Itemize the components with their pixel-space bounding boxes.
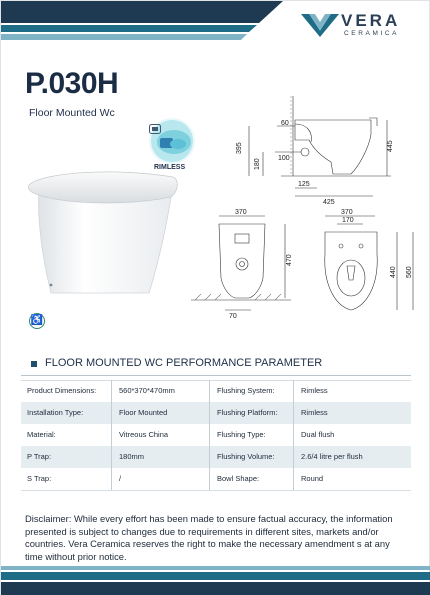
param-value: 180mm [119,452,145,461]
param-value: Round [301,474,324,483]
param-label: Flushing Type: [217,430,266,439]
table-row [21,402,411,424]
dim-top-h440: 440 [390,266,397,278]
param-label: S Trap: [27,474,52,483]
param-label: Installation Type: [27,408,84,417]
table-rule [21,380,411,381]
table-row [21,446,411,468]
param-value: Vitreous China [119,430,169,439]
dim-side-h395: 395 [236,142,243,154]
param-label: Bowl Shape: [217,474,260,483]
table-row [21,424,411,446]
section-marker [31,361,37,367]
dim-rear-base70: 70 [229,313,237,320]
flush-button-icon [149,124,161,136]
table-divider [111,380,112,490]
param-label: Flushing Volume: [217,452,275,461]
dim-side-d60: 60 [281,120,289,127]
brand-name: VERA [341,11,401,30]
dim-rear-h470: 470 [286,254,293,266]
param-value: 560*370*470mm [119,386,175,395]
param-value: / [119,474,122,483]
dim-side-h445: 445 [387,140,394,152]
brand-tagline: CERAMICA [344,30,400,37]
parameter-table [21,380,411,490]
section-divider [21,375,411,376]
product-subtitle: Floor Mounted Wc [29,107,115,119]
rimless-label: RIMLESS [154,164,186,171]
header-band [1,1,430,47]
footer-band [1,566,430,595]
dim-top-w370: 370 [341,209,353,216]
dim-rear-w370: 370 [235,209,247,216]
table-row [21,468,411,490]
param-label: Flushing Platform: [217,408,278,417]
param-label: Material: [27,430,56,439]
param-value: 2.6/4 litre per flush [301,452,363,461]
dim-side-h180: 180 [254,158,261,170]
technical-drawings [191,96,421,328]
section-title: FLOOR MOUNTED WC PERFORMANCE PARAMETER [45,357,323,369]
dim-side-w425: 425 [323,199,335,206]
param-label: Flushing System: [217,386,275,395]
table-row [21,380,411,402]
disclaimer-text: Disclaimer: While every effort has been made to ensure factual accuracy, the information presented is subject to changes due to requirements in different sites, markets and/or countries. Vera Ceramica reserves the right to make the necessary amendment s at any time without prior notice. [25,513,393,562]
dim-top-h560: 560 [406,266,413,278]
table-rule [21,490,411,491]
brand-logo [301,7,419,41]
table-divider [209,380,210,490]
param-label: P Trap: [27,452,52,461]
table-divider [293,380,294,490]
toilet-product-image [21,161,181,301]
param-value: Dual flush [301,430,335,439]
product-code: P.030H [25,67,119,100]
vera-logo-icon [301,11,339,37]
param-label: Product Dimensions: [27,386,97,395]
param-value: Floor Mounted [119,408,168,417]
param-value: Rimless [301,386,328,395]
wheelchair-accessible-icon: ♿ [29,313,45,329]
dim-side-d100: 100 [278,155,290,162]
dim-side-w125: 125 [298,181,310,188]
param-value: Rimless [301,408,328,417]
dim-top-w170: 170 [342,217,354,224]
